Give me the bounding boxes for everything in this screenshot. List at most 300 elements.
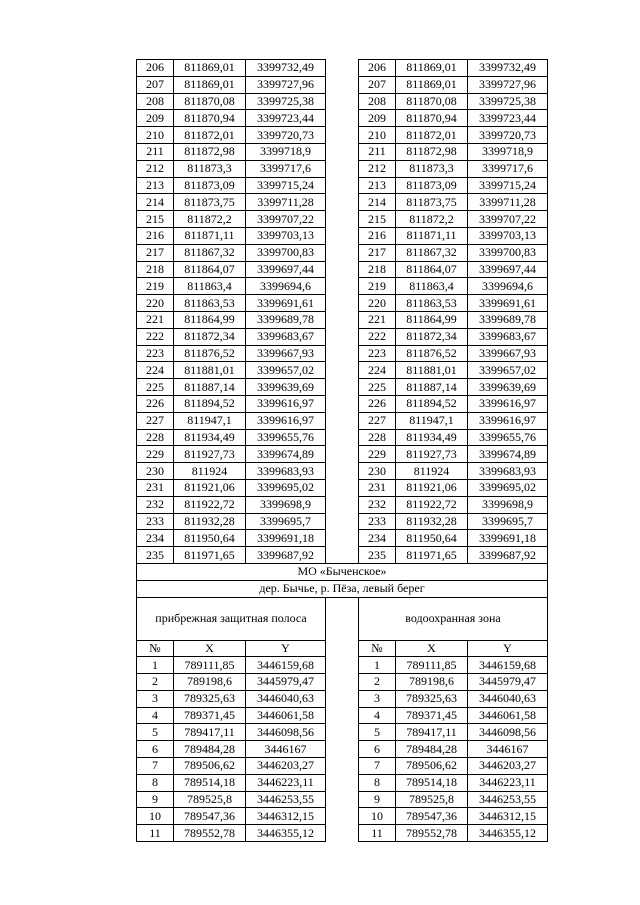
y-coordinate: 3446223,11 [468, 774, 548, 791]
x-coordinate: 811881,01 [174, 362, 246, 379]
x-coordinate: 811876,52 [396, 345, 468, 362]
column-gap [326, 261, 359, 278]
point-number: 218 [137, 261, 174, 278]
column-gap [326, 311, 359, 328]
x-coordinate: 811873,75 [396, 194, 468, 211]
y-coordinate: 3399639,69 [468, 379, 548, 396]
column-gap [326, 446, 359, 463]
y-coordinate: 3399697,44 [246, 261, 326, 278]
table-row [137, 774, 548, 791]
table-row [137, 479, 548, 496]
point-number: 225 [137, 379, 174, 396]
point-number: 232 [359, 496, 396, 513]
y-coordinate: 3399723,44 [468, 110, 548, 127]
header-y: Y [246, 640, 326, 657]
column-gap [326, 362, 359, 379]
point-number: 1 [137, 657, 174, 674]
column-gap [326, 674, 359, 691]
coordinates-document [136, 59, 547, 842]
point-number: 213 [137, 177, 174, 194]
y-coordinate: 3399691,18 [246, 530, 326, 547]
x-coordinate: 811863,53 [396, 295, 468, 312]
point-number: 211 [137, 143, 174, 160]
y-coordinate: 3399720,73 [246, 127, 326, 144]
point-number: 217 [359, 244, 396, 261]
column-gap [326, 278, 359, 295]
x-coordinate: 789371,45 [174, 707, 246, 724]
x-coordinate: 789325,63 [396, 690, 468, 707]
point-number: 10 [359, 808, 396, 825]
x-coordinate: 811863,53 [174, 295, 246, 312]
table-row [137, 345, 548, 362]
x-coordinate: 811871,11 [396, 227, 468, 244]
column-gap [326, 127, 359, 144]
point-number: 220 [359, 295, 396, 312]
point-number: 226 [137, 395, 174, 412]
table-row [137, 496, 548, 513]
table-row [137, 160, 548, 177]
column-gap [326, 429, 359, 446]
point-number: 219 [137, 278, 174, 295]
point-number: 220 [137, 295, 174, 312]
x-coordinate: 789525,8 [396, 791, 468, 808]
point-number: 231 [137, 479, 174, 496]
x-coordinate: 789514,18 [396, 774, 468, 791]
y-coordinate: 3399691,61 [246, 295, 326, 312]
y-coordinate: 3399667,93 [246, 345, 326, 362]
x-coordinate: 811894,52 [174, 395, 246, 412]
y-coordinate: 3399695,02 [246, 479, 326, 496]
point-number: 10 [137, 808, 174, 825]
header-num: № [137, 640, 174, 657]
y-coordinate: 3399725,38 [468, 93, 548, 110]
column-gap [326, 724, 359, 741]
y-coordinate: 3399698,9 [468, 496, 548, 513]
x-coordinate: 811871,11 [174, 227, 246, 244]
x-coordinate: 811872,34 [174, 328, 246, 345]
y-coordinate: 3399689,78 [468, 311, 548, 328]
point-number: 234 [137, 530, 174, 547]
point-number: 207 [359, 76, 396, 93]
point-number: 230 [137, 463, 174, 480]
x-coordinate: 789417,11 [174, 724, 246, 741]
y-coordinate: 3399727,96 [246, 76, 326, 93]
point-number: 227 [137, 412, 174, 429]
y-coordinate: 3446223,11 [246, 774, 326, 791]
table-row [137, 76, 548, 93]
point-number: 208 [359, 93, 396, 110]
x-coordinate: 811870,94 [396, 110, 468, 127]
y-coordinate: 3446159,68 [468, 657, 548, 674]
point-number: 232 [137, 496, 174, 513]
table-row [137, 674, 548, 691]
y-coordinate: 3399657,02 [246, 362, 326, 379]
column-gap [326, 76, 359, 93]
column-gap [326, 707, 359, 724]
point-number: 231 [359, 479, 396, 496]
table-row [137, 808, 548, 825]
municipality-title: МО «Быченское» [137, 563, 548, 580]
point-number: 221 [359, 311, 396, 328]
table-row [137, 741, 548, 758]
x-coordinate: 811869,01 [174, 60, 246, 77]
point-number: 215 [359, 211, 396, 228]
point-number: 208 [137, 93, 174, 110]
table-row [137, 93, 548, 110]
column-gap [326, 657, 359, 674]
point-number: 2 [137, 674, 174, 691]
table-row [137, 657, 548, 674]
x-coordinate: 811971,65 [174, 547, 246, 564]
x-coordinate: 789111,85 [174, 657, 246, 674]
x-coordinate: 811947,1 [174, 412, 246, 429]
table-row [137, 758, 548, 775]
y-coordinate: 3399725,38 [246, 93, 326, 110]
x-coordinate: 811887,14 [396, 379, 468, 396]
table-row [137, 194, 548, 211]
table-row [137, 127, 548, 144]
table-row [137, 278, 548, 295]
table-row [137, 379, 548, 396]
x-coordinate: 811950,64 [174, 530, 246, 547]
point-number: 225 [359, 379, 396, 396]
point-number: 210 [137, 127, 174, 144]
point-number: 8 [359, 774, 396, 791]
table-row [137, 530, 548, 547]
x-coordinate: 811864,99 [396, 311, 468, 328]
y-coordinate: 3446098,56 [468, 724, 548, 741]
x-coordinate: 811873,09 [174, 177, 246, 194]
y-coordinate: 3446061,58 [468, 707, 548, 724]
y-coordinate: 3399689,78 [246, 311, 326, 328]
column-gap [326, 412, 359, 429]
x-coordinate: 811873,09 [396, 177, 468, 194]
x-coordinate: 811867,32 [174, 244, 246, 261]
y-coordinate: 3399683,93 [468, 463, 548, 480]
column-gap [326, 244, 359, 261]
column-gap [326, 143, 359, 160]
point-number: 223 [359, 345, 396, 362]
y-coordinate: 3399694,6 [468, 278, 548, 295]
point-number: 223 [137, 345, 174, 362]
column-gap [326, 395, 359, 412]
x-coordinate: 811872,98 [396, 143, 468, 160]
y-coordinate: 3399667,93 [468, 345, 548, 362]
y-coordinate: 3399723,44 [246, 110, 326, 127]
point-number: 221 [137, 311, 174, 328]
x-coordinate: 811869,01 [396, 76, 468, 93]
column-gap [326, 93, 359, 110]
y-coordinate: 3399717,6 [468, 160, 548, 177]
y-coordinate: 3399616,97 [468, 395, 548, 412]
y-coordinate: 3399697,44 [468, 261, 548, 278]
point-number: 209 [359, 110, 396, 127]
column-gap [326, 345, 359, 362]
y-coordinate: 3399717,6 [246, 160, 326, 177]
x-coordinate: 811894,52 [396, 395, 468, 412]
x-coordinate: 811924 [174, 463, 246, 480]
y-coordinate: 3399698,9 [246, 496, 326, 513]
x-coordinate: 789371,45 [396, 707, 468, 724]
y-coordinate: 3399707,22 [246, 211, 326, 228]
x-coordinate: 811932,28 [174, 513, 246, 530]
x-coordinate: 789198,6 [174, 674, 246, 691]
x-coordinate: 789525,8 [174, 791, 246, 808]
header-y: Y [468, 640, 548, 657]
x-coordinate: 811950,64 [396, 530, 468, 547]
coordinates-table [136, 59, 548, 842]
y-coordinate: 3445979,47 [468, 674, 548, 691]
y-coordinate: 3399703,13 [468, 227, 548, 244]
point-number: 216 [137, 227, 174, 244]
water-protection-zone-title: водоохранная зона [359, 597, 548, 640]
y-coordinate: 3399683,93 [246, 463, 326, 480]
table-row [137, 429, 548, 446]
point-number: 215 [137, 211, 174, 228]
point-number: 219 [359, 278, 396, 295]
x-coordinate: 789325,63 [174, 690, 246, 707]
x-coordinate: 811872,01 [174, 127, 246, 144]
y-coordinate: 3399695,7 [246, 513, 326, 530]
y-coordinate: 3399695,7 [468, 513, 548, 530]
y-coordinate: 3446355,12 [246, 825, 326, 842]
y-coordinate: 3446167 [468, 741, 548, 758]
y-coordinate: 3399616,97 [246, 395, 326, 412]
point-number: 11 [137, 825, 174, 842]
point-number: 8 [137, 774, 174, 791]
table-row [137, 547, 548, 564]
x-coordinate: 811927,73 [174, 446, 246, 463]
x-coordinate: 811921,06 [396, 479, 468, 496]
table-row [137, 295, 548, 312]
point-number: 6 [359, 741, 396, 758]
y-coordinate: 3399700,83 [246, 244, 326, 261]
x-coordinate: 811863,4 [174, 278, 246, 295]
point-number: 206 [359, 60, 396, 77]
y-coordinate: 3399715,24 [246, 177, 326, 194]
y-coordinate: 3399639,69 [246, 379, 326, 396]
point-number: 1 [359, 657, 396, 674]
point-number: 209 [137, 110, 174, 127]
y-coordinate: 3399687,92 [468, 547, 548, 564]
y-coordinate: 3399616,97 [246, 412, 326, 429]
x-coordinate: 811872,34 [396, 328, 468, 345]
column-gap [326, 690, 359, 707]
point-number: 216 [359, 227, 396, 244]
table-row [137, 463, 548, 480]
column-gap [326, 379, 359, 396]
point-number: 224 [359, 362, 396, 379]
point-number: 234 [359, 530, 396, 547]
point-number: 229 [137, 446, 174, 463]
y-coordinate: 3446040,63 [246, 690, 326, 707]
point-number: 233 [359, 513, 396, 530]
x-coordinate: 811887,14 [174, 379, 246, 396]
location-title: дер. Бычье, р. Пёза, левый берег [137, 580, 548, 597]
y-coordinate: 3446312,15 [246, 808, 326, 825]
point-number: 235 [137, 547, 174, 564]
table-row [137, 261, 548, 278]
x-coordinate: 789484,28 [174, 741, 246, 758]
table-row [137, 328, 548, 345]
y-coordinate: 3399718,9 [246, 143, 326, 160]
column-gap [326, 160, 359, 177]
column-gap [326, 530, 359, 547]
table-row [137, 211, 548, 228]
x-coordinate: 811867,32 [396, 244, 468, 261]
table-row [137, 143, 548, 160]
y-coordinate: 3446040,63 [468, 690, 548, 707]
table-row [137, 690, 548, 707]
y-coordinate: 3399683,67 [468, 328, 548, 345]
column-gap [326, 758, 359, 775]
x-coordinate: 789484,28 [396, 741, 468, 758]
y-coordinate: 3399616,97 [468, 412, 548, 429]
y-coordinate: 3399707,22 [468, 211, 548, 228]
x-coordinate: 811947,1 [396, 412, 468, 429]
column-gap [326, 774, 359, 791]
y-coordinate: 3399711,28 [468, 194, 548, 211]
point-number: 11 [359, 825, 396, 842]
y-coordinate: 3446253,55 [246, 791, 326, 808]
column-gap [326, 741, 359, 758]
point-number: 212 [137, 160, 174, 177]
point-number: 4 [137, 707, 174, 724]
y-coordinate: 3446312,15 [468, 808, 548, 825]
point-number: 206 [137, 60, 174, 77]
x-coordinate: 811934,49 [174, 429, 246, 446]
y-coordinate: 3445979,47 [246, 674, 326, 691]
y-coordinate: 3446203,27 [468, 758, 548, 775]
y-coordinate: 3399687,92 [246, 547, 326, 564]
x-coordinate: 811873,75 [174, 194, 246, 211]
point-number: 9 [359, 791, 396, 808]
point-number: 9 [137, 791, 174, 808]
table-row [137, 412, 548, 429]
x-coordinate: 811872,2 [396, 211, 468, 228]
point-number: 214 [137, 194, 174, 211]
y-coordinate: 3446167 [246, 741, 326, 758]
y-coordinate: 3399657,02 [468, 362, 548, 379]
x-coordinate: 811932,28 [396, 513, 468, 530]
point-number: 213 [359, 177, 396, 194]
column-gap [326, 295, 359, 312]
table-row [137, 362, 548, 379]
x-coordinate: 811921,06 [174, 479, 246, 496]
x-coordinate: 811864,99 [174, 311, 246, 328]
x-coordinate: 789514,18 [174, 774, 246, 791]
x-coordinate: 811870,94 [174, 110, 246, 127]
x-coordinate: 811927,73 [396, 446, 468, 463]
point-number: 226 [359, 395, 396, 412]
table-row [137, 825, 548, 842]
y-coordinate: 3399694,6 [246, 278, 326, 295]
point-number: 224 [137, 362, 174, 379]
column-gap [326, 597, 359, 640]
column-gap [326, 640, 359, 657]
x-coordinate: 811922,72 [174, 496, 246, 513]
point-number: 3 [137, 690, 174, 707]
x-coordinate: 811934,49 [396, 429, 468, 446]
point-number: 233 [137, 513, 174, 530]
x-coordinate: 811863,4 [396, 278, 468, 295]
column-gap [326, 479, 359, 496]
y-coordinate: 3399715,24 [468, 177, 548, 194]
header-x: X [174, 640, 246, 657]
point-number: 227 [359, 412, 396, 429]
point-number: 2 [359, 674, 396, 691]
x-coordinate: 789506,62 [396, 758, 468, 775]
y-coordinate: 3399732,49 [246, 60, 326, 77]
table-row [137, 513, 548, 530]
x-coordinate: 789547,36 [396, 808, 468, 825]
column-gap [326, 227, 359, 244]
column-gap [326, 513, 359, 530]
x-coordinate: 811872,2 [174, 211, 246, 228]
x-coordinate: 789547,36 [174, 808, 246, 825]
x-coordinate: 811872,01 [396, 127, 468, 144]
y-coordinate: 3446159,68 [246, 657, 326, 674]
point-number: 217 [137, 244, 174, 261]
point-number: 4 [359, 707, 396, 724]
table-row [137, 244, 548, 261]
y-coordinate: 3446203,27 [246, 758, 326, 775]
x-coordinate: 811881,01 [396, 362, 468, 379]
header-num: № [359, 640, 396, 657]
coastal-strip-title: прибрежная защитная полоса [137, 597, 326, 640]
point-number: 207 [137, 76, 174, 93]
x-coordinate: 811872,98 [174, 143, 246, 160]
x-coordinate: 811869,01 [396, 60, 468, 77]
y-coordinate: 3399732,49 [468, 60, 548, 77]
point-number: 212 [359, 160, 396, 177]
y-coordinate: 3399727,96 [468, 76, 548, 93]
x-coordinate: 811876,52 [174, 345, 246, 362]
table-row [137, 311, 548, 328]
y-coordinate: 3399718,9 [468, 143, 548, 160]
point-number: 210 [359, 127, 396, 144]
point-number: 222 [359, 328, 396, 345]
point-number: 7 [137, 758, 174, 775]
point-number: 229 [359, 446, 396, 463]
point-number: 3 [359, 690, 396, 707]
point-number: 228 [359, 429, 396, 446]
column-gap [326, 177, 359, 194]
table-row [137, 227, 548, 244]
column-gap [326, 808, 359, 825]
x-coordinate: 789417,11 [396, 724, 468, 741]
table-row [137, 110, 548, 127]
point-number: 5 [359, 724, 396, 741]
y-coordinate: 3446098,56 [246, 724, 326, 741]
y-coordinate: 3399711,28 [246, 194, 326, 211]
point-number: 6 [137, 741, 174, 758]
table-row [137, 60, 548, 77]
y-coordinate: 3399703,13 [246, 227, 326, 244]
point-number: 7 [359, 758, 396, 775]
y-coordinate: 3446355,12 [468, 825, 548, 842]
column-gap [326, 547, 359, 564]
point-number: 230 [359, 463, 396, 480]
header-x: X [396, 640, 468, 657]
point-number: 222 [137, 328, 174, 345]
column-gap [326, 496, 359, 513]
y-coordinate: 3399674,89 [468, 446, 548, 463]
y-coordinate: 3399691,61 [468, 295, 548, 312]
column-gap [326, 194, 359, 211]
x-coordinate: 811924 [396, 463, 468, 480]
x-coordinate: 811971,65 [396, 547, 468, 564]
